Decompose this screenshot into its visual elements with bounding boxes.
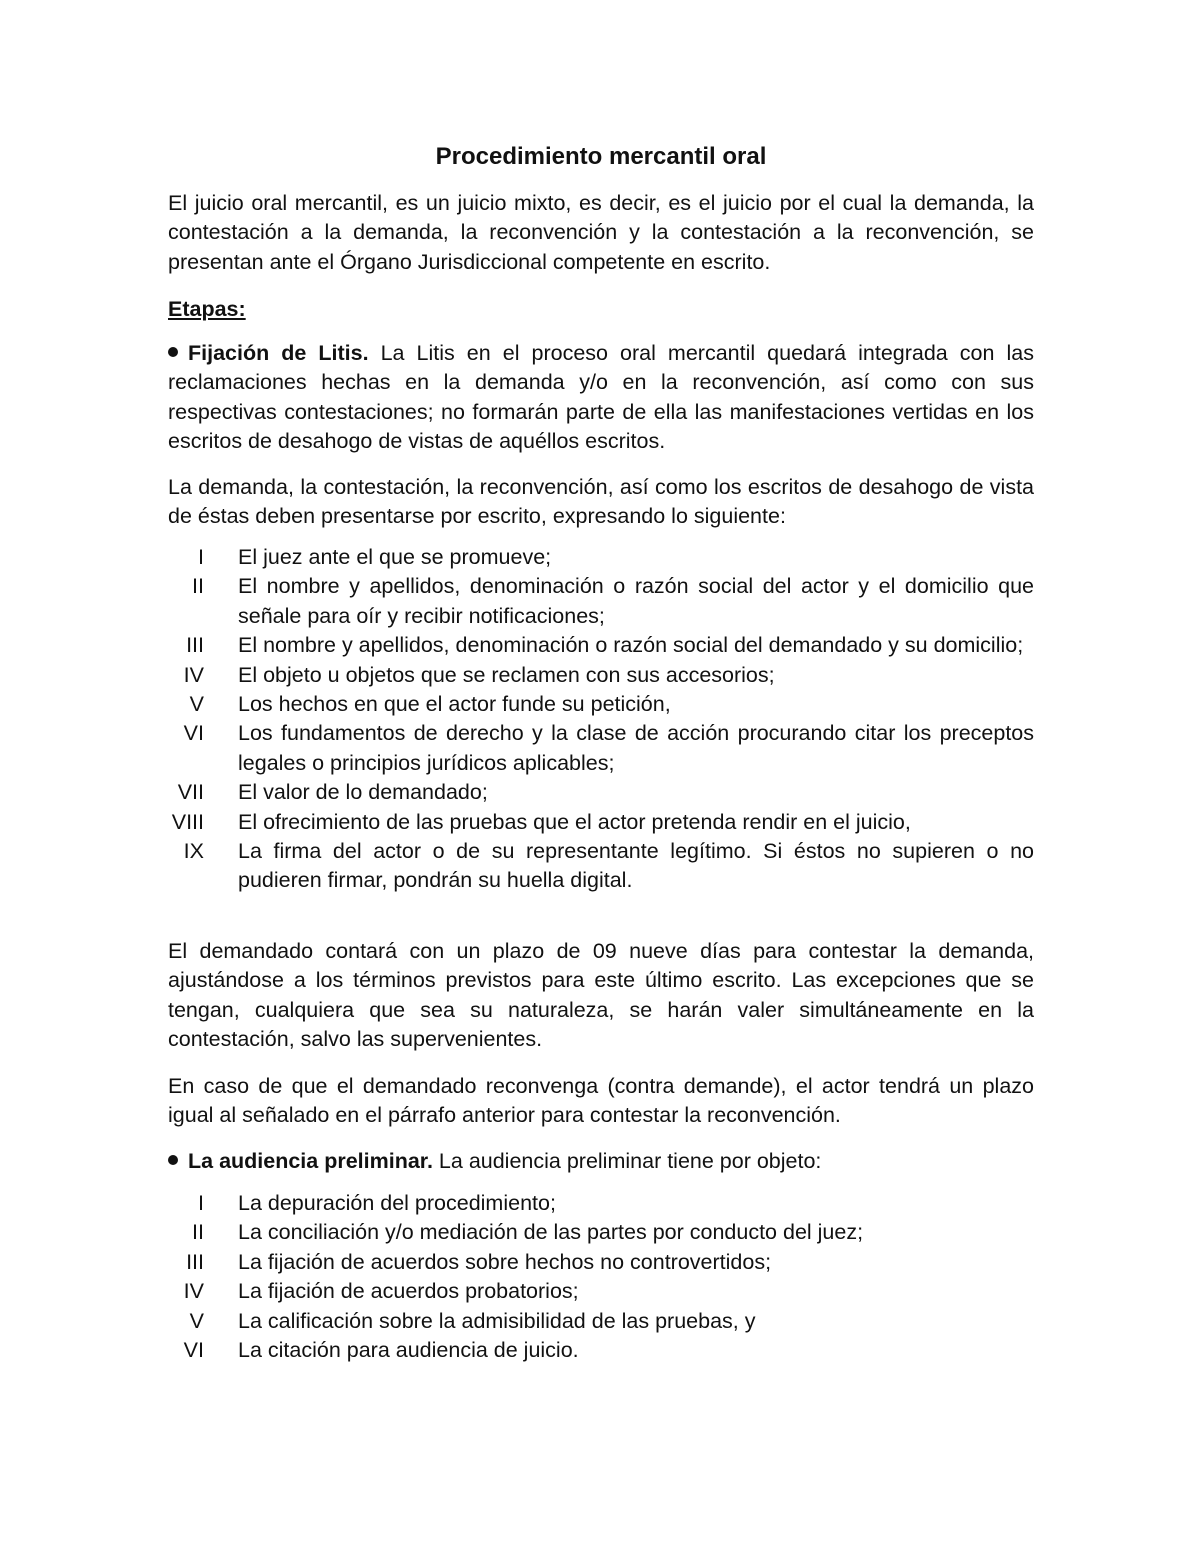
plazo-paragraph: El demandado contará con un plazo de 09 nueve días para contestar la demanda, ajustándose a los términos previstos para este último escrito. Las excepciones que se tengan, cualquiera que sea su naturaleza, se harán valer simultáneamente en la contestación, salvo las supervenientes. <box>168 939 1034 1052</box>
list-item <box>168 631 1034 660</box>
fijacion-label: Fijación de Litis. <box>188 341 369 365</box>
list-item-text: Los hechos en que el actor funde su petición, <box>238 692 671 717</box>
list-item-number: IX <box>183 839 204 864</box>
list-item-text: La calificación sobre la admisibilidad de las pruebas, y <box>238 1308 756 1333</box>
list-item <box>168 719 1034 778</box>
etapas-heading: Etapas: <box>168 297 246 321</box>
list-item-text: La conciliación y/o mediación de las partes por conducto del juez; <box>238 1220 864 1245</box>
list-item-text: El juez ante el que se promueve; <box>238 545 552 569</box>
list-item-text: El valor de lo demandado; <box>238 780 488 805</box>
list-item <box>168 1307 1034 1336</box>
list-item-number: VIII <box>171 809 204 834</box>
list-item <box>168 778 1034 807</box>
fijacion-text: La Litis en el proceso oral mercantil quedará integrada con las reclamaciones hechas en la demanda y/o en la reconvención, así como con sus respectivas contestaciones; no formarán parte de ella las manifestaciones vertidas en los escritos de desahogo de vistas de aquéllos escritos. <box>168 341 1034 454</box>
list-item-text: El objeto u objetos que se reclamen con sus accesorios; <box>238 662 775 687</box>
list-item-text: La citación para audiencia de juicio. <box>238 1338 579 1363</box>
list-item <box>168 572 1034 631</box>
audiencia-text: La audiencia preliminar tiene por objeto: <box>432 1149 822 1173</box>
list-item-number: VI <box>183 1338 204 1363</box>
list-item <box>168 1218 1034 1247</box>
audiencia-label: La audiencia preliminar. <box>188 1149 433 1173</box>
bullet-icon <box>168 1155 178 1165</box>
list-item-number: II <box>192 1220 204 1245</box>
list-item-number: VII <box>177 780 204 805</box>
reconvenga-paragraph: En caso de que el demandado reconvenga (contra demande), el actor tendrá un plazo igual al señalado en el párrafo anterior para contestar la reconvención. <box>168 1074 1034 1128</box>
audiencia-paragraph <box>168 1147 1034 1176</box>
requisitos-list <box>168 543 1034 896</box>
list-item-number: IV <box>183 1279 204 1304</box>
list-item-number: III <box>186 633 204 658</box>
list-item <box>168 1336 1034 1365</box>
list-item <box>168 661 1034 690</box>
list-item-number: V <box>189 1308 204 1333</box>
list-item-number: I <box>198 1191 204 1215</box>
list-item <box>168 808 1034 837</box>
list-item <box>168 1189 1034 1218</box>
objetos-list <box>168 1189 1034 1365</box>
list-item-text: La firma del actor o de su representante legítimo. Si éstos no supieren o no pudieren firmar, pondrán su huella digital. <box>238 839 1034 893</box>
list-item <box>168 1248 1034 1277</box>
list-item <box>168 690 1034 719</box>
list-item-text: El nombre y apellidos, denominación o razón social del actor y el domicilio que señale para oír y recibir notificaciones; <box>238 574 1034 628</box>
list-item-text: La depuración del procedimiento; <box>238 1191 556 1215</box>
list-item-text: Los fundamentos de derecho y la clase de acción procurando citar los preceptos legales o principios jurídicos aplicables; <box>238 721 1034 775</box>
fijacion-paragraph <box>168 339 1034 457</box>
list-item-number: II <box>192 574 204 599</box>
list-item <box>168 543 1034 572</box>
list-item-text: El ofrecimiento de las pruebas que el actor pretenda rendir en el juicio, <box>238 809 911 834</box>
list-item-number: III <box>186 1249 204 1274</box>
list-item-number: VI <box>183 721 204 746</box>
list-item-number: I <box>198 545 204 569</box>
list-item <box>168 837 1034 896</box>
list-item <box>168 1277 1034 1306</box>
demanda-intro-paragraph: La demanda, la contestación, la reconvención, así como los escritos de desahogo de vista de éstas deben presentarse por escrito, expresando lo siguiente: <box>168 475 1034 529</box>
list-item-text: El nombre y apellidos, denominación o razón social del demandado y su domicilio; <box>238 633 1024 658</box>
list-item-number: IV <box>183 662 204 687</box>
intro-paragraph: El juicio oral mercantil, es un juicio mixto, es decir, es el juicio por el cual la demanda, la contestación a la demanda, la reconvención y la contestación a la reconvención, se presentan ante el Órgano Jurisdiccional competente en escrito. <box>168 191 1034 274</box>
bullet-icon <box>168 347 178 357</box>
list-item-number: V <box>189 692 204 717</box>
list-item-text: La fijación de acuerdos probatorios; <box>238 1279 579 1304</box>
etapas-heading-row <box>168 295 1034 324</box>
page-title: Procedimiento mercantil oral <box>435 143 767 170</box>
list-item-text: La fijación de acuerdos sobre hechos no controvertidos; <box>238 1249 772 1274</box>
